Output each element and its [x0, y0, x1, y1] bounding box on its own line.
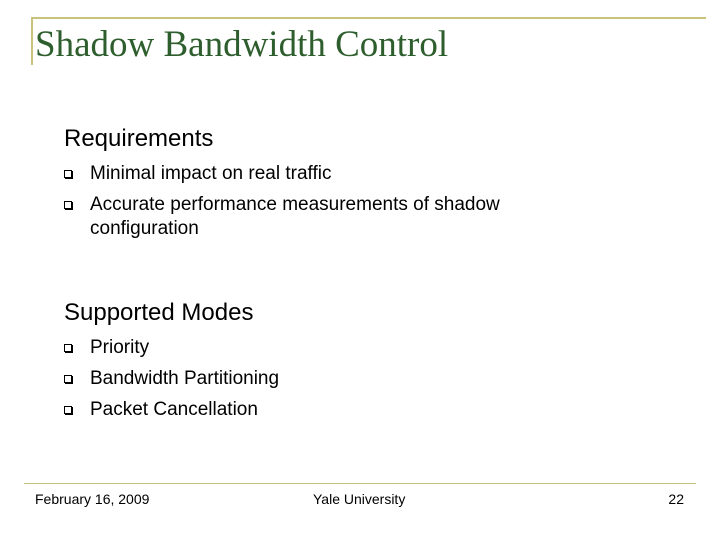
- square-bullet-icon: [64, 406, 72, 414]
- page-number: 22: [668, 491, 684, 507]
- square-bullet-icon: [64, 170, 72, 178]
- section-heading: Supported Modes: [64, 299, 254, 326]
- frame-left-line: [31, 17, 33, 65]
- square-bullet-icon: [64, 201, 72, 209]
- list-item: [64, 193, 684, 241]
- list-item-text: Minimal impact on real traffic: [90, 163, 332, 184]
- bullet-list: [64, 162, 684, 241]
- section-requirements: [64, 124, 684, 248]
- section-supported-modes: [64, 298, 684, 429]
- list-item: [64, 398, 684, 422]
- footer-organization: Yale University: [313, 491, 406, 507]
- bullet-list: [64, 336, 684, 422]
- section-heading: Requirements: [64, 125, 214, 152]
- list-item-text: Accurate performance measurements of shadow configuration: [90, 194, 500, 239]
- list-item-text: Priority: [90, 337, 150, 358]
- footer-date: February 16, 2009: [35, 491, 150, 507]
- slide-title: Shadow Bandwidth Control: [35, 24, 449, 65]
- list-item-text: Packet Cancellation: [90, 399, 258, 420]
- list-item-text: Bandwidth Partitioning: [90, 368, 280, 389]
- list-item: [64, 336, 684, 360]
- footer-divider: [24, 483, 696, 484]
- list-item: [64, 367, 684, 391]
- square-bullet-icon: [64, 344, 72, 352]
- square-bullet-icon: [64, 375, 72, 383]
- list-item: [64, 162, 684, 186]
- frame-top-line: [32, 17, 706, 19]
